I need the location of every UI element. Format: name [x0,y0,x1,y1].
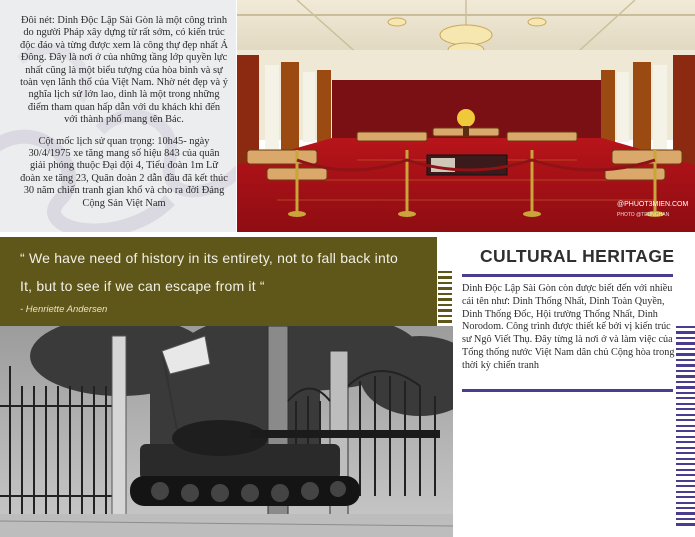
quote-line-1: “ We have need of history in its entirety, not to fall back into [20,250,399,266]
heritage-rule-top [462,274,673,277]
hall-illustration [237,0,695,232]
intro-paragraph-1: Đôi nét: Dinh Độc Lập Sài Gòn là một công trình do người Pháp xây dựng từ rất sớm, có kiến trúc độc đáo và từng được xem là công thự đẹp nhất Á Đông. Đây là nơi ở của những tầng lớp quyền lực nhất cũng là một biểu tượng của hòa bình và sự toàn vẹn lãnh thổ của Việt Nam. Nhờ nét đẹp và ý nghĩa lịch sử lớn lao, dinh là một trong những điểm tham quan hấp dẫn với du khách khi đến với thành phố mang tên Bác. [20,15,228,126]
reception-hall-photo [237,0,695,232]
heritage-rule-bottom [462,389,673,392]
intro-paragraph-2: Cột mốc lịch sử quan trọng: 10h45- ngày 30/4/1975 xe tăng mang số hiệu 843 của quân giải phóng thuộc Đại đội 4, Tiểu đoàn 1m Lữ đoàn xe tăng 23, Quân đoàn 2 dẫn đầu đã kết thúc 30 năm chiến tranh gian khổ và cho ra đời Đảng Cộng Sản Việt Nam [20,135,228,209]
hall-watermark-2: PHOTO @TEUNGHAN [617,212,670,218]
hall-watermark-1: @PHUOT3MIEN.COM [617,201,689,208]
tank-illustration [0,326,453,537]
intro-panel [0,0,236,232]
tank-gate-photo [0,326,453,537]
quote-banner [0,237,437,326]
heritage-title: CULTURAL HERITAGE [480,246,675,266]
quote-line-2: It, but to see if we can escape from it “ [20,278,265,294]
heritage-body: Dinh Độc Lập Sài Gòn còn được biết đến với nhiều cái tên như: Dinh Thống Nhất, Dinh Toàn Quyền, Dinh Thống Đốc, Hội trường Thống Nhất, Dinh Norodom. Công trình được thiết kế bởi vị kiến trúc sư Ngô Viết Thụ. Đây từng là nơi ở và làm việc của Tổng thống nước Việt Nam dân chủ Cộng hòa trong thời kỳ chiến tranh [462,283,675,371]
decorative-bars-right [676,326,695,529]
quote-author: - Henriette Andersen [20,304,108,315]
decorative-bars-left [438,271,452,326]
